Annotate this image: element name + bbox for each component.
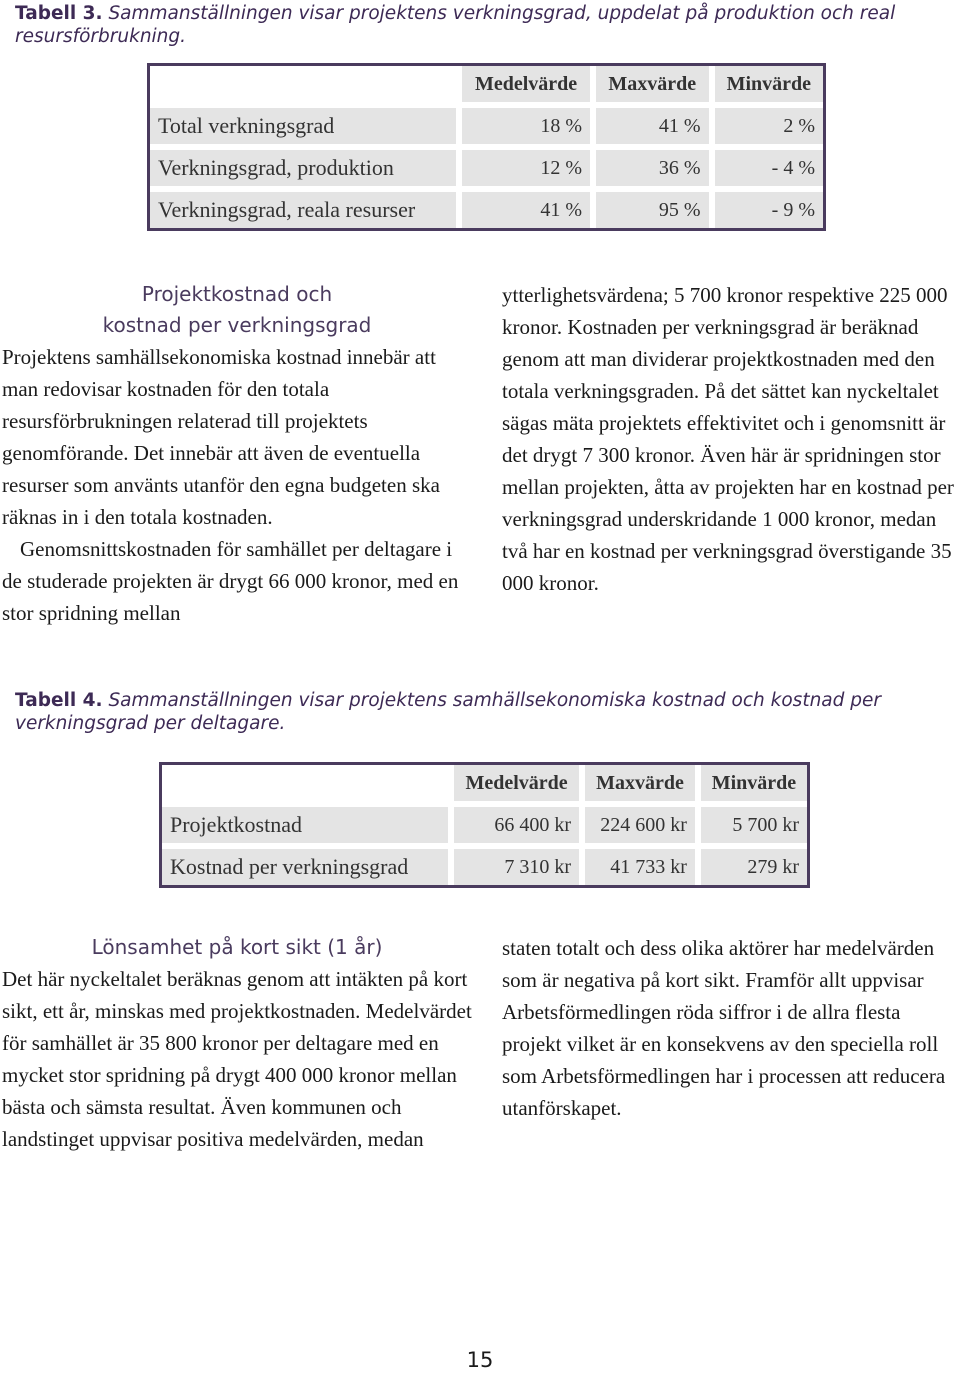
cell-min: - 4 % — [715, 150, 823, 192]
row-label: Total verkningsgrad — [150, 108, 462, 150]
cell-min: - 9 % — [715, 192, 823, 228]
column-header-mean: Medelvärde — [454, 765, 585, 807]
cell-max: 36 % — [596, 150, 715, 192]
table-header-empty — [150, 66, 462, 108]
body-paragraph: ytterlighetsvärdena; 5 700 kronor respektive 225 000 kronor. Kostnaden per verkningsgrad är beräknad genom att man dividerar projektkostnaden med den totala verkningsgraden. På det sättet kan nyckeltalet sägas mäta projektets effektivitet och i genomsnitt är det drygt 7 300 kronor. Även här är spridningen stor mellan projekten, åtta av projekten har en kostnad per verkningsgrad underskridande 1 000 kronor, medan två har en kostnad per verkningsgrad överstigande 35 000 kronor. — [502, 283, 954, 595]
section1-heading — [2, 279, 472, 341]
table-row — [162, 807, 807, 849]
cell-max: 41 733 kr — [585, 849, 701, 885]
table4-caption-text: Sammanställningen visar projektens samhällsekonomiska kostnad och kostnad per verkningsgrad per deltagare. — [15, 690, 881, 734]
body-paragraph: Genomsnittskostnaden för samhället per deltagare i de studerade projekten är drygt 66 000 kronor, med en stor spridning mellan — [2, 537, 459, 625]
table-header-row — [162, 765, 807, 807]
cell-mean: 41 % — [462, 192, 596, 228]
table4 — [159, 762, 810, 888]
cell-max: 95 % — [596, 192, 715, 228]
section2-heading: Lönsamhet på kort sikt (1 år) — [91, 935, 383, 959]
cell-min: 5 700 kr — [701, 807, 807, 849]
row-label: Kostnad per verkningsgrad — [162, 849, 454, 885]
table3 — [147, 63, 826, 231]
table4-caption — [15, 689, 950, 735]
row-label: Projektkostnad — [162, 807, 454, 849]
cell-mean: 18 % — [462, 108, 596, 150]
section1-left-column — [2, 279, 472, 629]
body-paragraph: staten totalt och dess olika aktörer har medelvärden som är negativa på kort sikt. Framför allt uppvisar Arbetsförmedlingen röda siffror i de allra flesta projekt vilket är en konsekvens av den speciella roll som Arbetsförmedlingen har i processen att reducera utanförskapet. — [502, 936, 946, 1120]
table4-caption-label: Tabell 4. — [15, 690, 103, 711]
cell-min: 279 kr — [701, 849, 807, 885]
row-label: Verkningsgrad, produktion — [150, 150, 462, 192]
column-header-mean: Medelvärde — [462, 66, 596, 108]
row-label: Verkningsgrad, reala resurser — [150, 192, 462, 228]
column-header-min: Minvärde — [701, 765, 807, 807]
table-row — [150, 108, 823, 150]
table-header-row — [150, 66, 823, 108]
section2-left-column — [2, 932, 472, 1155]
page-number: 15 — [466, 1348, 494, 1372]
table-row — [162, 849, 807, 885]
table3-caption — [15, 2, 950, 48]
body-paragraph: Projektens samhällsekonomiska kostnad innebär att man redovisar kostnaden för den totala resursförbrukningen relaterad till projektets genomförande. Det innebär att även de eventuella resurser som använts utanför den egna budgeten ska räknas in i den totala kostnaden. — [2, 345, 440, 529]
cell-mean: 12 % — [462, 150, 596, 192]
body-paragraph: Det här nyckeltalet beräknas genom att intäkten på kort sikt, ett år, minskas med projektkostnaden. Medelvärdet för samhället är 35 800 kronor per deltagare med en mycket stor spridning på drygt 400 000 kronor mellan bästa och sämsta resultat. Även kommunen och landstinget uppvisar positiva medelvärden, medan — [2, 967, 472, 1151]
table-header-empty — [162, 765, 454, 807]
section1-right-column — [502, 279, 960, 599]
column-header-max: Maxvärde — [596, 66, 715, 108]
table-row — [150, 192, 823, 228]
table-row — [150, 150, 823, 192]
section2-right-column — [502, 932, 960, 1124]
column-header-max: Maxvärde — [585, 765, 701, 807]
cell-mean: 66 400 kr — [454, 807, 585, 849]
cell-min: 2 % — [715, 108, 823, 150]
cell-max: 41 % — [596, 108, 715, 150]
cell-mean: 7 310 kr — [454, 849, 585, 885]
table3-caption-text: Sammanställningen visar projektens verkningsgrad, uppdelat på produktion och real resursförbrukning. — [15, 3, 896, 47]
column-header-min: Minvärde — [715, 66, 823, 108]
section1-heading-line1: Projektkostnad och — [141, 282, 333, 306]
table3-caption-label: Tabell 3. — [15, 3, 103, 24]
cell-max: 224 600 kr — [585, 807, 701, 849]
section1-heading-line2: kostnad per verkningsgrad — [102, 313, 372, 337]
